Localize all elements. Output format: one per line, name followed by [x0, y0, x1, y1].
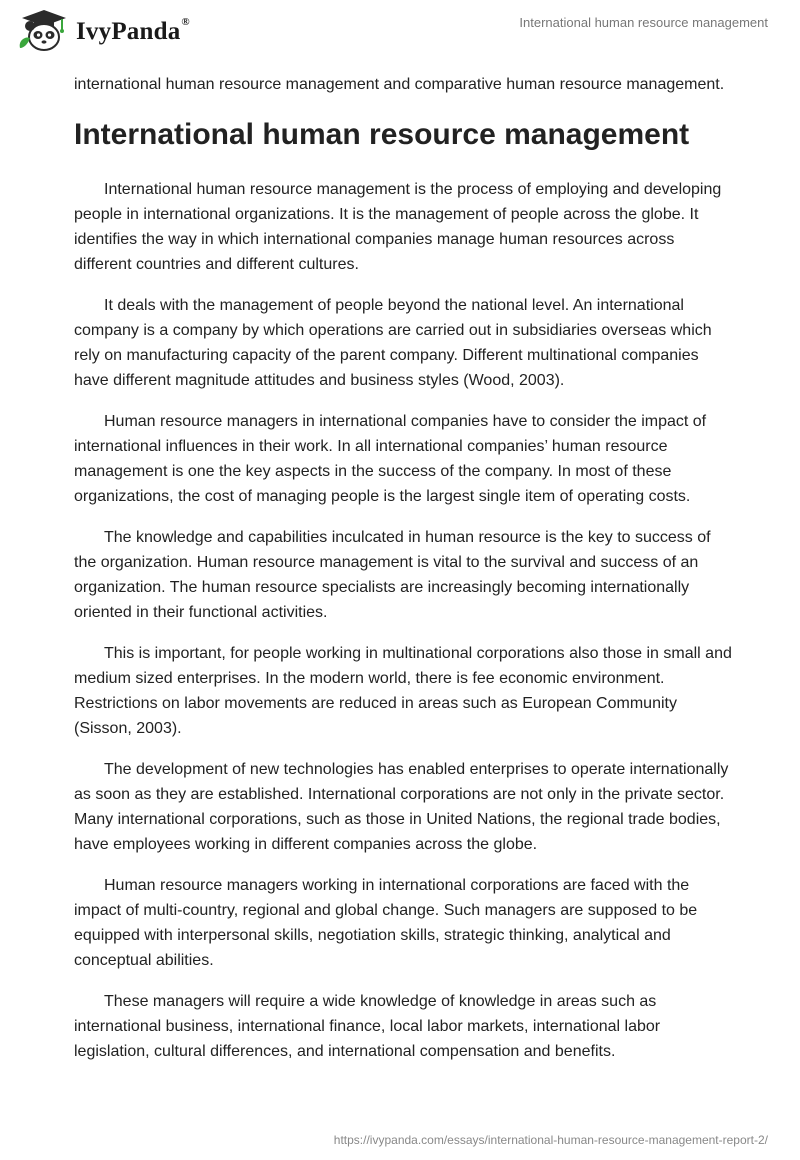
paragraph-7: Human resource managers working in international corporations are faced with the impact of multi-country, regional and global change. Such managers are supposed to be equipped with interpersonal skills, negotiation skills, strategic thinking, analytical and conceptual abilities.	[74, 877, 698, 969]
brand-label: IvyPanda	[76, 18, 181, 45]
panda-graduate-icon	[14, 8, 70, 52]
paragraph-2: It deals with the management of people beyond the national level. An international company is a company by which operations are carried out in subsidiaries overseas which rely on manufacturing capacity of the parent company. Different multinational companies have different magnitude attitudes and business styles (Wood, 2003).	[74, 297, 712, 389]
paragraph-5: This is important, for people working in multinational corporations also those in small and medium sized enterprises. In the modern world, there is fee economic environment. Restrictions on labor movements are reduced in areas such as European Community (Sisson, 2003).	[74, 645, 732, 737]
paragraph-8: These managers will require a wide knowledge of knowledge in areas such as international business, international finance, local labor markets, international labor legislation, cultural differences, and international compensation and benefits.	[74, 993, 661, 1060]
footer-source-url[interactable]: https://ivypanda.com/essays/international-human-resource-management-report-2/	[333, 1133, 768, 1147]
lead-paragraph: international human resource management and comparative human resource management.	[74, 76, 725, 93]
section-heading: International human resource management	[74, 118, 690, 151]
paragraph-4: The knowledge and capabilities inculcated in human resource is the key to success of the organization. Human resource management is vital to the survival and success of an organization. The human resource specialists are increasingly becoming internationally oriented in their functional activities.	[74, 529, 711, 621]
paragraph-1: International human resource management is the process of employing and developing people in international organizations. It is the management of people across the globe. It identifies the way in which international companies manage human resources across different countries and different cultures.	[74, 181, 722, 273]
page-title-header: International human resource management	[519, 15, 768, 30]
registered-mark: ®	[181, 16, 190, 28]
paragraph-3: Human resource managers in international companies have to consider the impact of international influences in their work. In all international companies’ human resource management is one the key aspects in the success of the company. In most of these organizations, the cost of managing people is the largest single item of operating costs.	[74, 413, 707, 505]
paragraph-6: The development of new technologies has enabled enterprises to operate internationally as soon as they are established. International corporations are not only in the private sector. Many international corporations, such as those in United Nations, the regional trade bodies, have employees working in different companies across the globe.	[74, 761, 729, 853]
article-body	[74, 72, 734, 1080]
page-header	[0, 0, 800, 70]
ivypanda-logo[interactable]	[14, 8, 190, 52]
brand-name	[76, 18, 190, 46]
